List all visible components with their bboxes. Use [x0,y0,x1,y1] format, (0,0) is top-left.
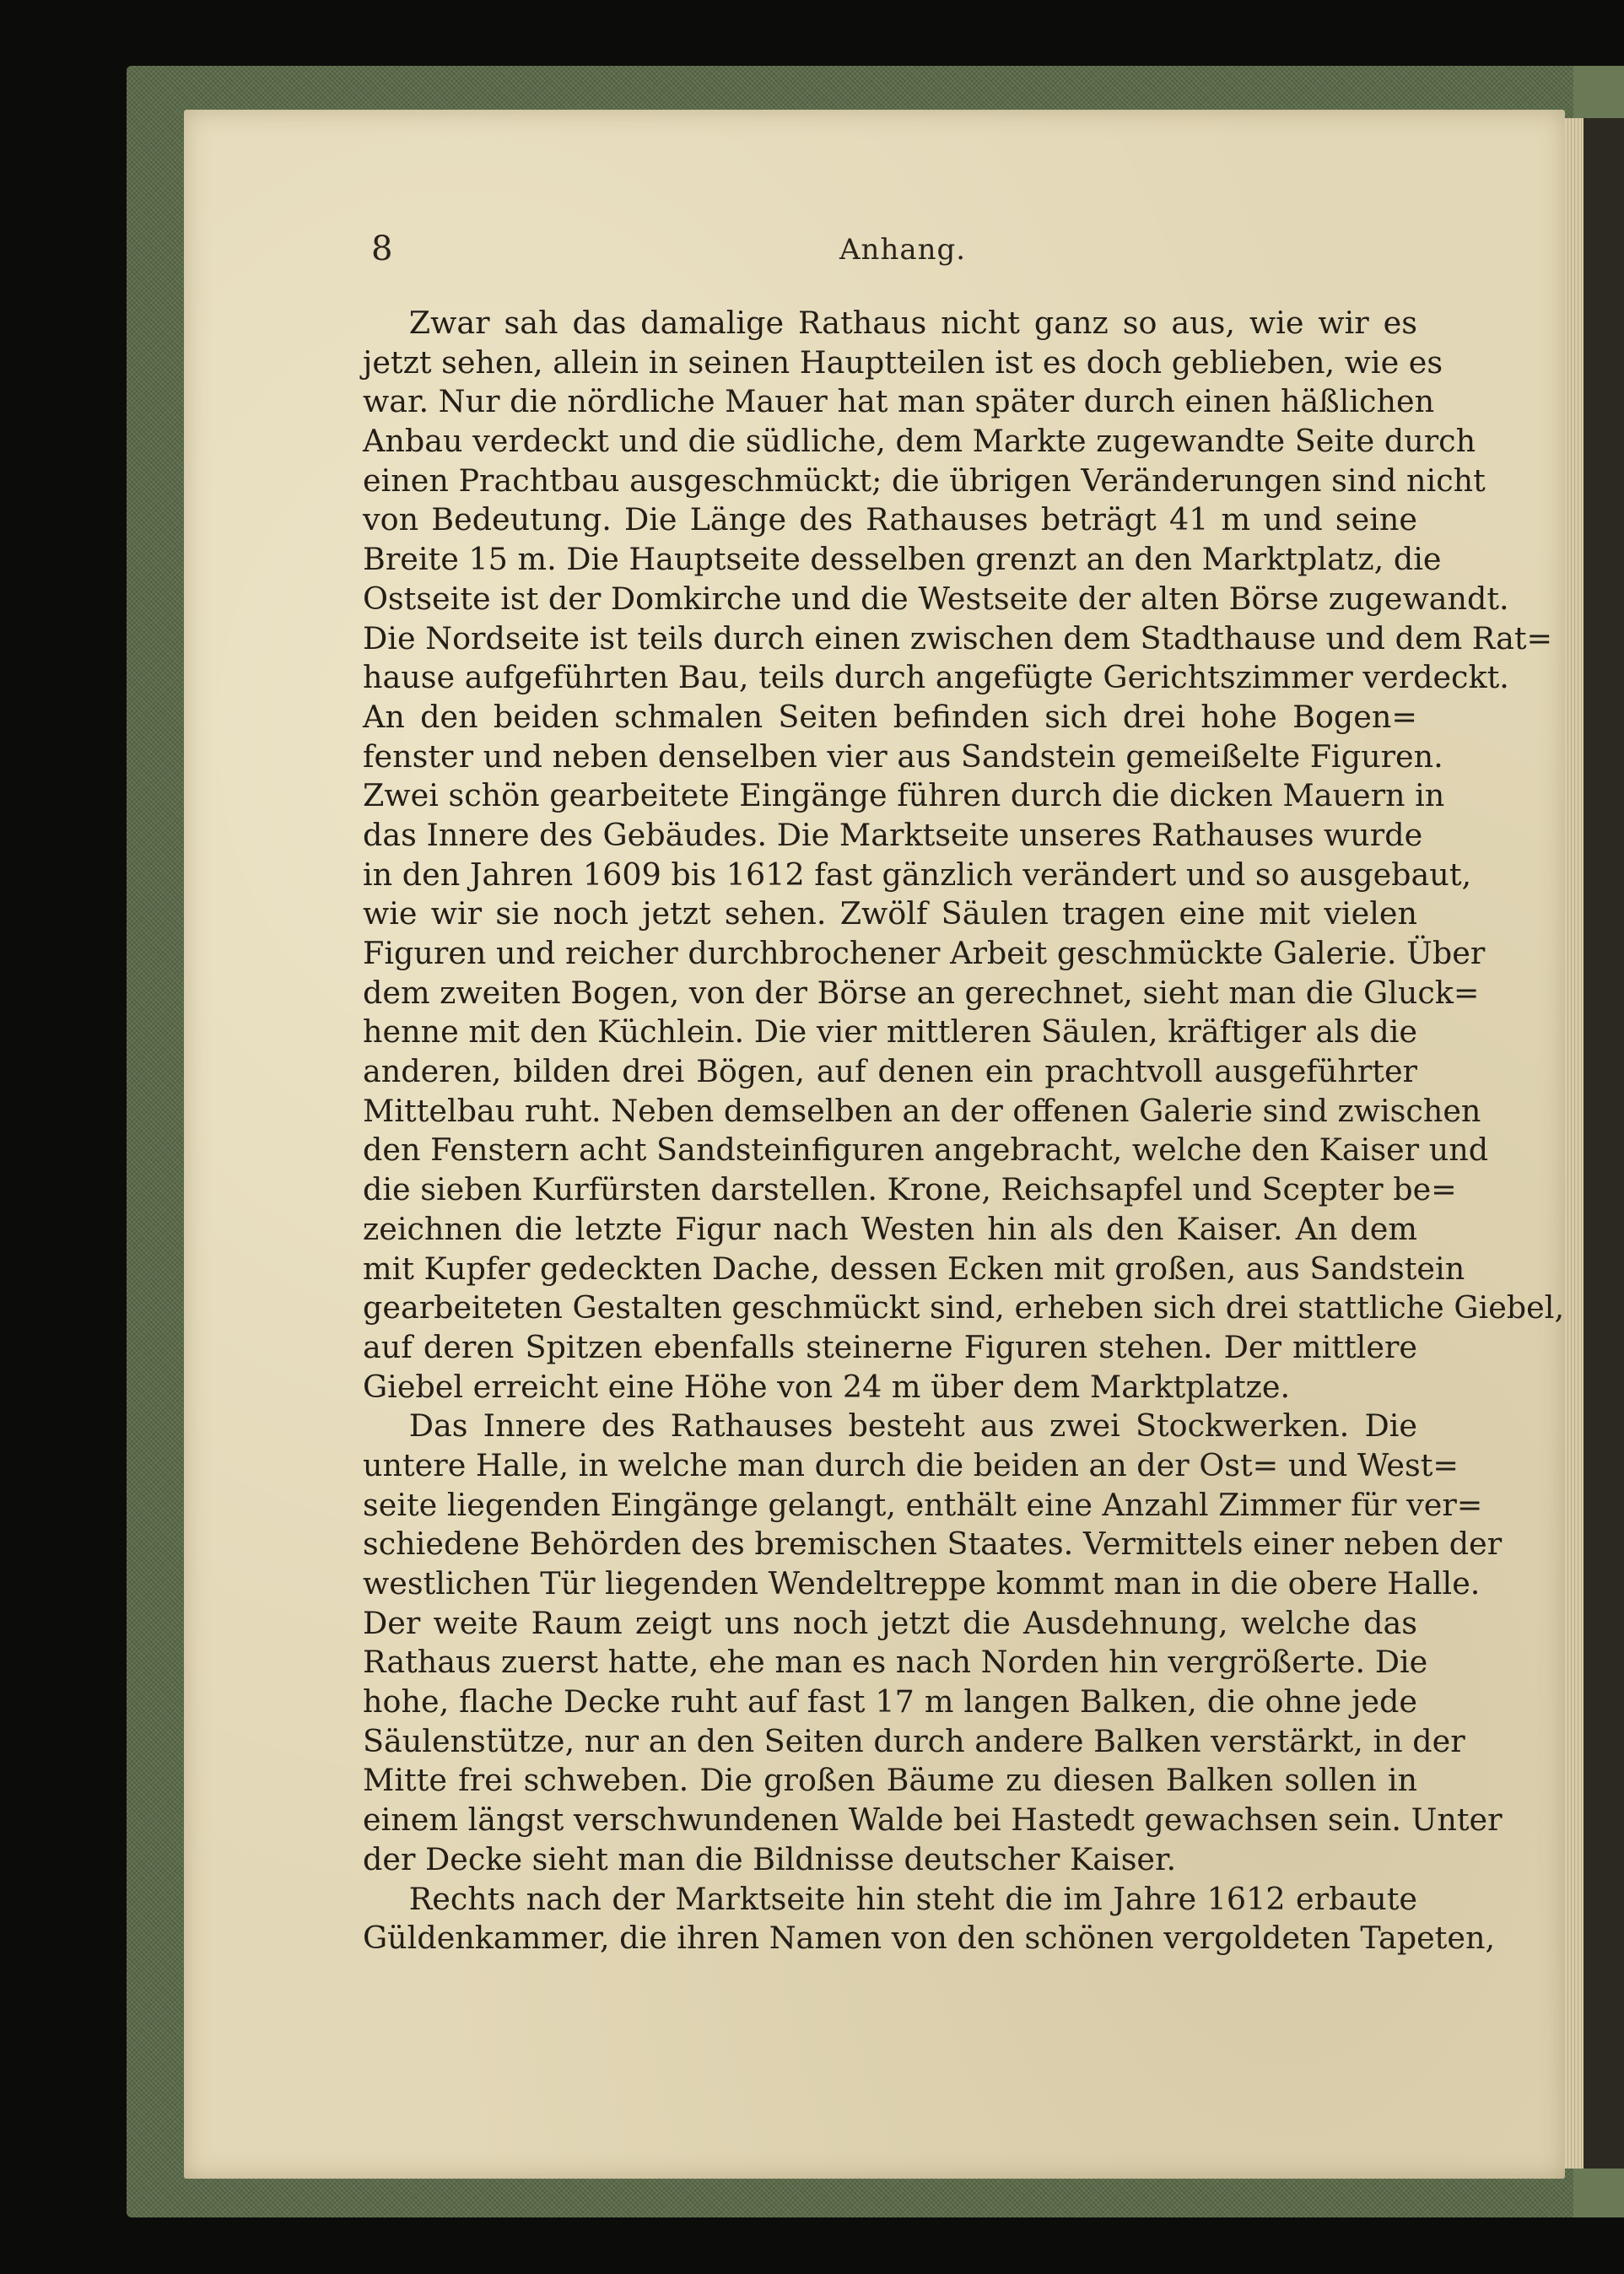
text-line: gearbeiteten Gestalten geschmückt sind, erheben sich drei stattliche Giebel, [363,1289,1565,1326]
text-line: Breite 15 m. Die Hauptseite desselben grenzt an den Marktplatz, die [363,541,1442,578]
text-line: Ostseite ist der Domkirche und die Westseite der alten Börse zugewandt. [363,580,1509,617]
text-line: Mittelbau ruht. Neben demselben an der offenen Galerie sind zwischen [363,1092,1481,1129]
page-header [371,230,1417,280]
text-line: jetzt sehen, allein in seinen Hauptteilen ist es doch geblieben, wie es [363,343,1443,381]
text-line: henne mit den Küchlein. Die vier mittleren Säulen, kräftiger als die [363,1013,1417,1051]
text-line: das Innere des Gebäudes. Die Marktseite unseres Rathauses wurde [363,816,1423,853]
text-line: Zwei schön gearbeitete Eingänge führen durch die dicken Mauern in [363,777,1445,814]
text-line: war. Nur die nördliche Mauer hat man später durch einen häßlichen [363,383,1435,420]
text-line: einem längst verschwundenen Walde bei Hastedt gewachsen sein. Unter [363,1801,1503,1839]
text-line: untere Halle, in welche man durch die beiden an der Ost= und West= [363,1446,1459,1483]
text-line: dem zweiten Bogen, von der Börse an gerechnet, sieht man die Gluck= [363,974,1480,1011]
text-line: Figuren und reicher durchbrochener Arbeit geschmückte Galerie. Über [363,935,1486,971]
text-line: Giebel erreicht eine Höhe von 24 m über dem Marktplatze. [363,1368,1291,1405]
text-line: hohe, flache Decke ruht auf fast 17 m langen Balken, die ohne jede [363,1683,1417,1720]
paragraph [363,1407,1503,1879]
text-line: Die Nordseite ist teils durch einen zwischen dem Stadthause und dem Rat= [363,619,1553,656]
text-line: wie wir sie noch jetzt sehen. Zwölf Säulen tragen eine mit vielen [363,895,1417,932]
text-line: Der weite Raum zeigt uns noch jetzt die Ausdehnung, welche das [363,1604,1417,1641]
text-line: anderen, bilden drei Bögen, auf denen ein prachtvoll ausgeführter [363,1053,1417,1090]
text-line: An den beiden schmalen Seiten befinden sich drei hohe Bogen= [363,698,1417,735]
body-text [363,304,1565,1958]
text-line: seite liegenden Eingänge gelangt, enthält eine Anzahl Zimmer für ver= [363,1486,1483,1523]
text-line: Mitte frei schweben. Die großen Bäume zu diesen Balken sollen in [363,1762,1417,1799]
running-head: Anhang. [839,233,967,267]
text-line: einen Prachtbau ausgeschmückt; die übrigen Veränderungen sind nicht [363,462,1486,499]
text-line: auf deren Spitzen ebenfalls steinerne Figuren stehen. Der mittlere [363,1328,1417,1365]
text-line: zeichnen die letzte Figur nach Westen hin als den Kaiser. An dem [363,1210,1417,1247]
text-line: mit Kupfer gedeckten Dache, dessen Ecken mit großen, aus Sandstein [363,1250,1465,1287]
page-gutter-shadow [1584,118,1624,2169]
text-line: Säulenstütze, nur an den Seiten durch andere Balken verstärkt, in der [363,1722,1465,1759]
paragraph [363,304,1565,1407]
text-line: schiedene Behörden des bremischen Staates. Vermittels einer neben der [363,1526,1503,1563]
paragraph [363,1880,1496,1958]
text-line: von Bedeutung. Die Länge des Rathauses beträgt 41 m und seine [363,501,1417,538]
text-line: Rechts nach der Marktseite hin steht die im Jahre 1612 erbaute [363,1880,1417,1917]
text-line: westlichen Tür liegenden Wendeltreppe kommt man in die obere Halle. [363,1565,1481,1602]
text-line: Zwar sah das damalige Rathaus nicht ganz so aus, wie wir es [363,305,1417,341]
text-line: den Fenstern acht Sandsteinfiguren angebracht, welche den Kaiser und [363,1132,1489,1169]
text-line: Güldenkammer, die ihren Namen von den schönen vergoldeten Tapeten, [363,1920,1496,1957]
text-line: hause aufgeführten Bau, teils durch angefügte Gerichtszimmer verdeckt. [363,659,1509,696]
page-edges [1565,118,1584,2169]
text-line: in den Jahren 1609 bis 1612 fast gänzlich verändert und so ausgebaut, [363,856,1472,893]
text-line: der Decke sieht man die Bildnisse deutscher Kaiser. [363,1840,1177,1877]
text-line: die sieben Kurfürsten darstellen. Krone, Reichsapfel und Scepter be= [363,1171,1457,1208]
text-line: Das Innere des Rathauses besteht aus zwei Stockwerken. Die [363,1407,1417,1445]
text-line: fenster und neben denselben vier aus Sandstein gemeißelte Figuren. [363,737,1443,775]
text-line: Anbau verdeckt und die südliche, dem Markte zugewandte Seite durch [363,423,1476,460]
page-number: 8 [371,230,393,268]
text-line: Rathaus zuerst hatte, ehe man es nach Norden hin vergrößerte. Die [363,1644,1428,1681]
